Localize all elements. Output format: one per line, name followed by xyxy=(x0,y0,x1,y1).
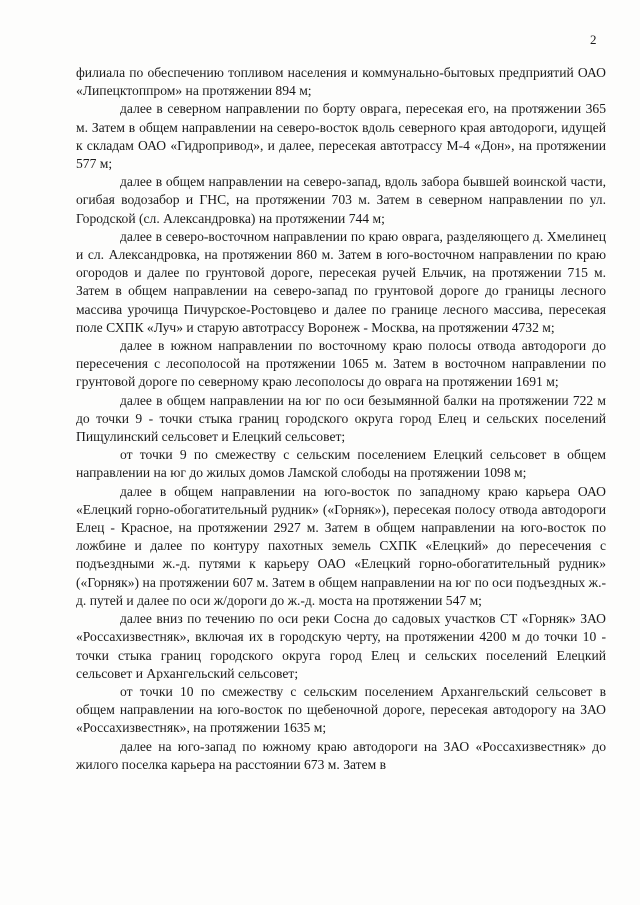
document-body xyxy=(76,64,606,774)
paragraph: филиала по обеспечению топливом населения и коммунально-бытовых предприятий ОАО «Липецктоппром» на протяжении 894 м; xyxy=(76,65,606,99)
paragraph: далее в общем направлении на юго-восток по западному краю карьера ОАО «Елецкий горно-обогатительный рудник» («Горняк»), пересекая полосу отвода автодороги Елец - Красное, на протяжении 2927 м. Затем в общем направлении на юго-восток по ложбине и далее по контуру пахотных земель СХПК «Елецкий» до пересечения с подъездными ж.-д. путями к карьеру ОАО «Елецкий горно-обогатительный рудник» («Горняк») на протяжении 607 м. Затем в общем направлении на юг по оси подъездных ж.-д. путей и далее по оси ж/дороги до ж.-д. моста на протяжении 547 м; xyxy=(76,483,606,608)
paragraph: далее в северном направлении по борту оврага, пересекая его, на протяжении 365 м. Затем в общем направлении на северо-восток вдоль северного края автодороги, идущей к складам ОАО «Гидропривод», и далее, пересекая автотрассу М-4 «Дон», на протяжении 577 м; xyxy=(76,101,606,172)
paragraph: далее в южном направлении по восточному краю полосы отвода автодороги до пересечения с лесополосой на протяжении 1065 м. Затем в восточном направлении по грунтовой дороге по северному краю лесополосы до оврага на протяжении 1691 м; xyxy=(76,338,606,390)
paragraph: от точки 10 по смежеству с сельским поселением Архангельский сельсовет в общем направлении на юго-восток по щебеночной дороге, пересекая автодорогу на ЗАО «Россахизвестняк», на протяжении 1635 м; xyxy=(76,683,606,736)
paragraph: далее вниз по течению по оси реки Сосна до садовых участков СТ «Горняк» ЗАО «Россахизвестняк», включая их в городскую черту, на протяжении 4200 м до точки 10 - точки стыка границ городского округа город Елец и сельских поселений Елецкий сельсовет и Архангельский сельсовет; xyxy=(76,611,606,681)
page-number: 2 xyxy=(590,32,597,47)
paragraph: далее в северо-восточном направлении по краю оврага, разделяющего д. Хмелинец и сл. Александровка, на протяжении 860 м. Затем в юго-восточном направлении по краю огородов и далее по грунтовой дороге, пересекая ручей Ельчик, на протяжении 715 м. Затем в общем направлении на северо-запад по грунтовой дороге до границы лесного массива урочища Пичурское-Ростовцево и далее по границе лесного массива, пересекая поле СХПК «Луч» и старую автотрассу Воронеж - Москва, на протяжении 4732 м; xyxy=(76,228,606,335)
paragraph: от точки 9 по смежеству с сельским поселением Елецкий сельсовет в общем направлении на юг до жилых домов Ламской слободы на протяжении 1098 м; xyxy=(76,447,606,481)
paragraph: далее в общем направлении на северо-запад, вдоль забора бывшей воинской части, огибая водозабор и ГНС, на протяжении 703 м. Затем в северном направлении по ул. Городской (сл. Александровка) на протяжении 744 м; xyxy=(76,174,606,226)
paragraph: далее в общем направлении на юг по оси безымянной балки на протяжении 722 м до точки 9 - точки стыка границ городского округа город Елец и сельских поселений Пищулинский сельсовет и Елецкий сельсовет; xyxy=(76,392,606,445)
paragraph: далее на юго-запад по южному краю автодороги на ЗАО «Россахизвестняк» до жилого поселка карьера на расстоянии 673 м. Затем в xyxy=(76,738,606,772)
